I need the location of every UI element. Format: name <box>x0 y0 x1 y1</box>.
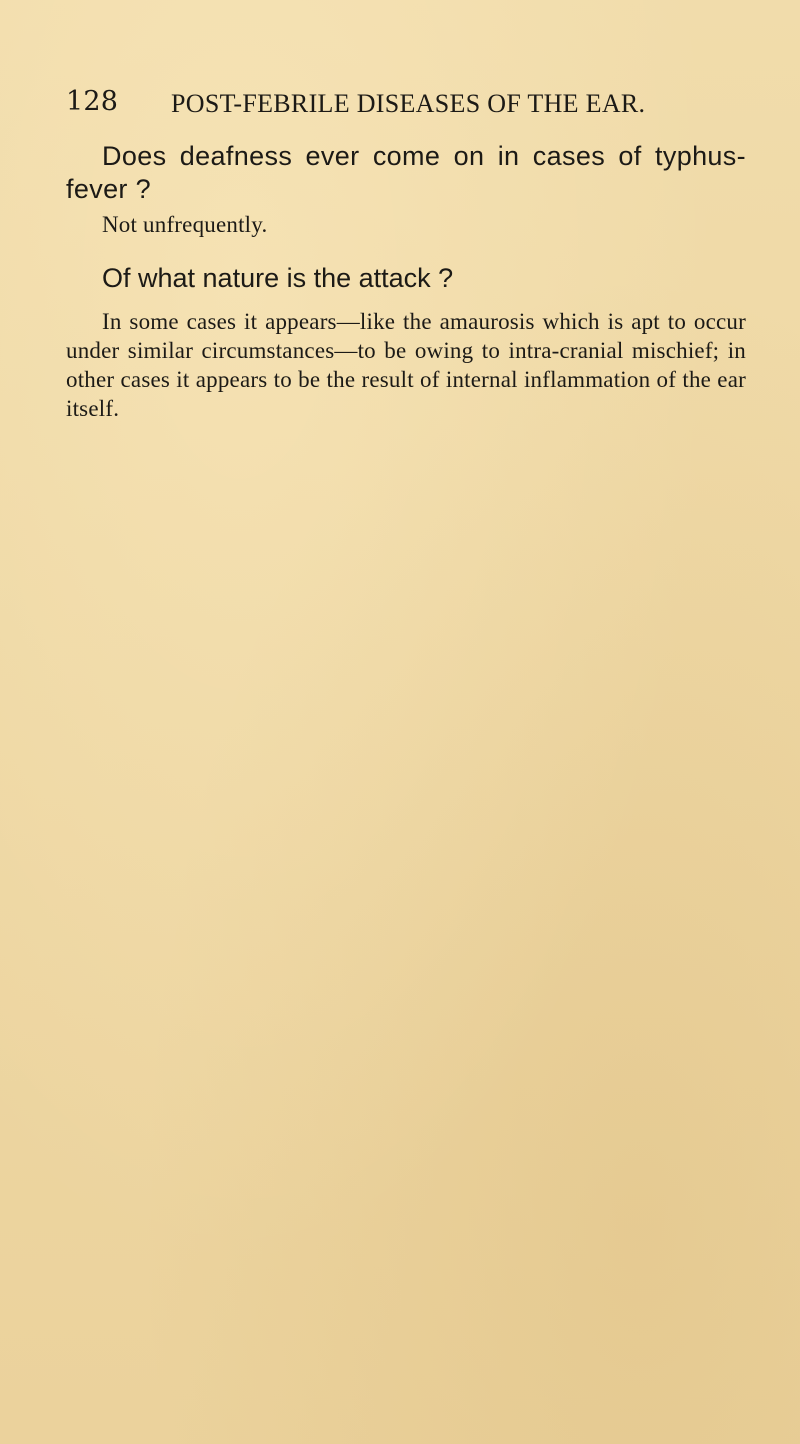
question-block-2 <box>66 262 746 295</box>
answer-block-1 <box>66 210 746 239</box>
answer-text: In some cases it appears—like the amaurosis which is apt to occur under similar circumstances—to be owing to intra-cranial mischief; in other cases it appears to be the result of internal inflammation of the ear itself. <box>66 309 746 421</box>
page-number: 128 <box>66 86 119 117</box>
question-text: Of what nature is the attack ? <box>102 263 454 293</box>
running-head <box>66 86 706 120</box>
question-block-1 <box>66 140 746 206</box>
answer-text: Not unfrequently. <box>102 212 268 237</box>
running-title: POST-FEBRILE DISEASES OF THE EAR. <box>171 89 646 118</box>
question-text: Does deafness ever come on in cases of typhus-fever ? <box>66 141 746 204</box>
answer-block-2 <box>66 307 746 423</box>
